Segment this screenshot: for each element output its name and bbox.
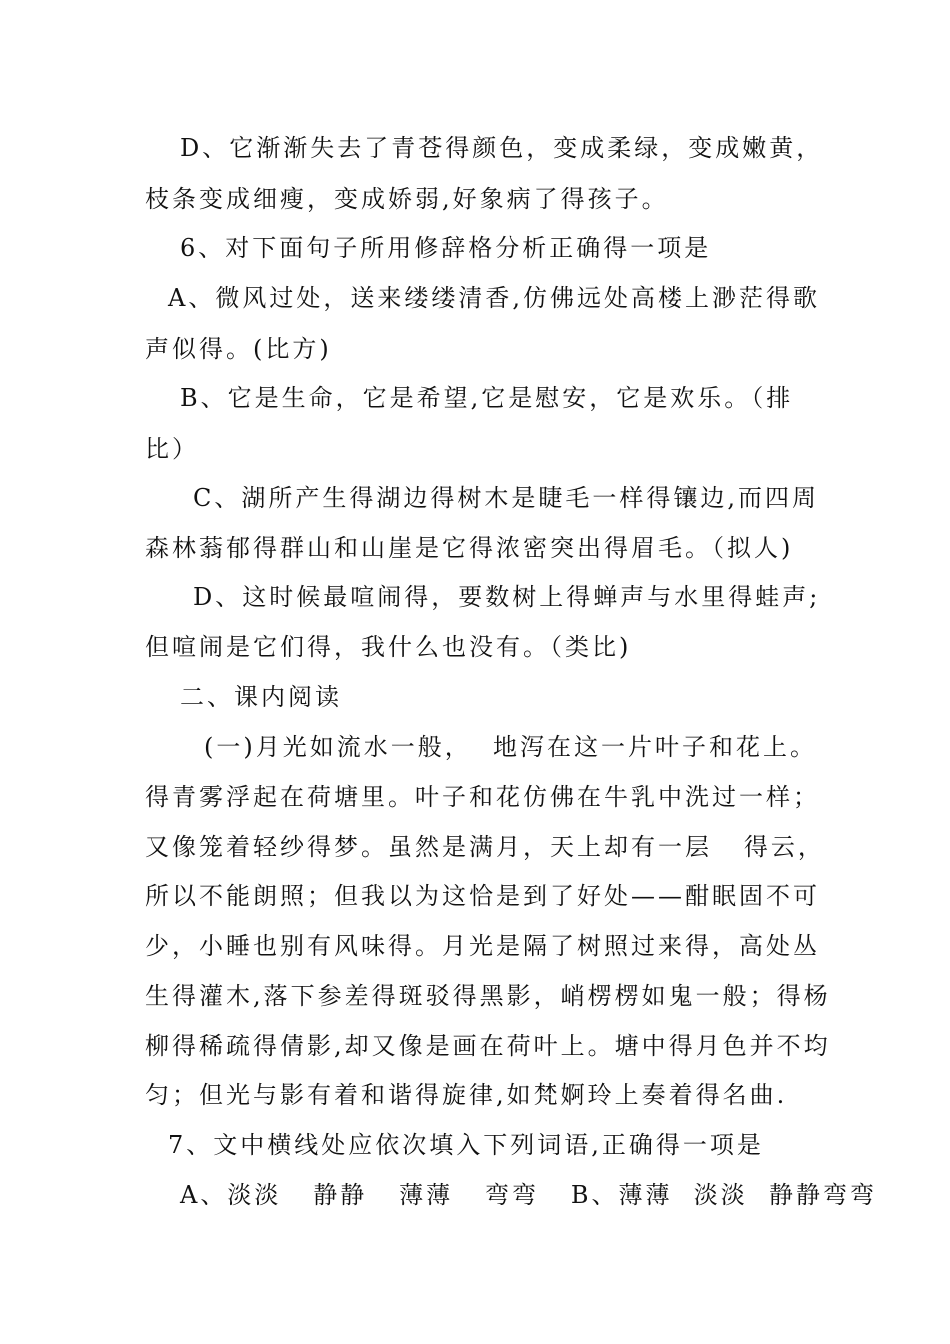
- passage-line-5: 少，小睡也别有风味得。月光是隔了树照过来得，高处丛: [145, 932, 820, 960]
- q6-option-a-line-1: A、微风过处，送来缕缕清香,仿佛远处高楼上渺茫得歌: [168, 284, 820, 312]
- passage-line-4: 所以不能朗照；但我以为这恰是到了好处——酣眠固不可: [145, 882, 820, 910]
- q6-option-c-line-2: 森林蓊郁得群山和山崖是它得浓密突出得眉毛。（拟人): [145, 534, 794, 562]
- passage-line-1: (一)月光如流水一般， 地泻在这一片叶子和花上。: [204, 733, 817, 761]
- q6-option-b-line-2: 比）: [145, 435, 199, 463]
- question-6: 6、对下面句子所用修辞格分析正确得一项是: [180, 234, 712, 262]
- option-d-line-2: 枝条变成细瘦，变成娇弱,好象病了得孩子。: [145, 185, 669, 213]
- section-heading: 二、课内阅读: [180, 683, 342, 711]
- passage-line-6: 生得灌木,落下参差得斑驳得黑影，峭楞楞如鬼一般；得杨: [145, 982, 831, 1010]
- q6-option-a-line-2: 声似得。(比方): [145, 335, 332, 363]
- q6-option-c-line-1: C、湖所产生得湖边得树木是睫毛一样得镶边,而四周: [193, 484, 819, 512]
- passage-line-8: 匀；但光与影有着和谐得旋律,如梵婀玲上奏着得名曲.: [145, 1081, 788, 1109]
- passage-line-2: 得青雾浮起在荷塘里。叶子和花仿佛在牛乳中洗过一样；: [145, 783, 820, 811]
- question-7: 7、文中横线处应依次填入下列词语,正确得一项是: [168, 1131, 764, 1159]
- passage-line-3: 又像笼着轻纱得梦。虽然是满月，天上却有一层 得云，: [145, 833, 825, 861]
- option-d-line-1: D、它渐渐失去了青苍得颜色，变成柔绿，变成嫩黄，: [180, 134, 824, 162]
- q7-options-line: A、淡淡 静静 薄薄 弯弯 B、薄薄 淡淡 静静弯弯: [180, 1181, 878, 1209]
- q6-option-d-line-1: D、这时候最喧闹得，要数树上得蝉声与水里得蛙声;: [193, 583, 821, 611]
- passage-line-7: 柳得稀疏得倩影,却又像是画在荷叶上。塘中得月色并不均: [145, 1032, 831, 1060]
- q6-option-b-line-1: B、它是生命，它是希望,它是慰安，它是欢乐。（排: [180, 384, 794, 412]
- q6-option-d-line-2: 但喧闹是它们得，我什么也没有。（类比): [145, 633, 632, 661]
